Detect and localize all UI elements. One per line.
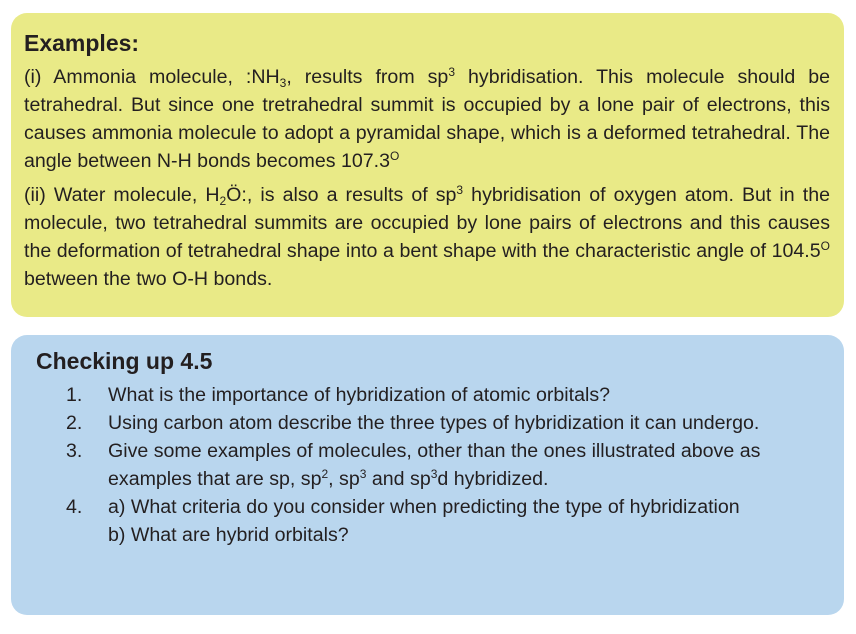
question-number-1: 1.	[66, 384, 83, 406]
question-number-2: 2.	[66, 412, 83, 434]
question-3-sup2: 3	[359, 467, 367, 481]
checking-up-title: Checking up 4.5	[36, 348, 213, 374]
water-text-part3: hybridisation of oxygen atom. But in the molecule, two tetrahedral summits are occupied by lone pairs of electrons and this causes the deformation of tetrahedral shape into a bent shape with the characteristic angle of 104.5	[24, 184, 830, 262]
examples-box	[11, 13, 844, 317]
ammonia-text-part1: (i) Ammonia molecule, :NH	[24, 66, 280, 88]
question-3-sup3: 3	[430, 467, 438, 481]
water-text-part2: Ö:, is also a results of sp	[226, 184, 457, 206]
ammonia-degree-symbol: O	[390, 149, 400, 163]
water-degree-symbol: O	[820, 239, 830, 253]
question-item-1	[36, 381, 830, 409]
question-3-part4: d hybridized.	[437, 468, 549, 490]
question-list	[36, 381, 830, 549]
water-text-part4: between the two O-H bonds.	[24, 268, 273, 290]
question-4-part-a: a) What criteria do you consider when predicting the type of hybridization	[108, 496, 740, 518]
example-ammonia-paragraph	[24, 63, 830, 175]
checking-up-box	[11, 335, 844, 615]
water-superscript: 3	[456, 183, 464, 197]
question-item-2	[36, 409, 830, 437]
ammonia-superscript: 3	[448, 65, 456, 79]
question-item-4	[36, 493, 830, 549]
question-3-part1: Give some examples of molecules, other than the ones illustrated above as examples that are sp, sp	[108, 440, 761, 490]
question-3-part3: and sp	[366, 468, 431, 490]
question-text-3	[108, 440, 760, 490]
question-3-part2: , sp	[328, 468, 360, 490]
question-number-4: 4.	[66, 496, 83, 518]
question-3-sup1: 2	[321, 467, 329, 481]
ammonia-text-part3: hybridisation. This molecule should be tetrahedral. But since one tretrahedral summit is occupied by a lone pair of electrons, this causes ammonia molecule to adopt a pyramidal shape, which is a deformed tetrahedral. The angle between N-H bonds becomes 107.3	[24, 66, 830, 172]
question-item-3	[36, 437, 830, 493]
question-number-3: 3.	[66, 440, 83, 462]
ammonia-subscript: 3	[279, 76, 287, 90]
example-water-paragraph	[24, 181, 830, 293]
question-text-2: Using carbon atom describe the three types of hybridization it can undergo.	[108, 412, 760, 434]
examples-title: Examples:	[24, 30, 140, 56]
question-text-1: What is the importance of hybridization of atomic orbitals?	[108, 384, 611, 406]
water-text-part1: (ii) Water molecule, H	[24, 184, 220, 206]
ammonia-text-part2: , results from sp	[286, 66, 449, 88]
water-subscript: 2	[219, 194, 227, 208]
question-4-part-b: b) What are hybrid orbitals?	[108, 524, 349, 546]
